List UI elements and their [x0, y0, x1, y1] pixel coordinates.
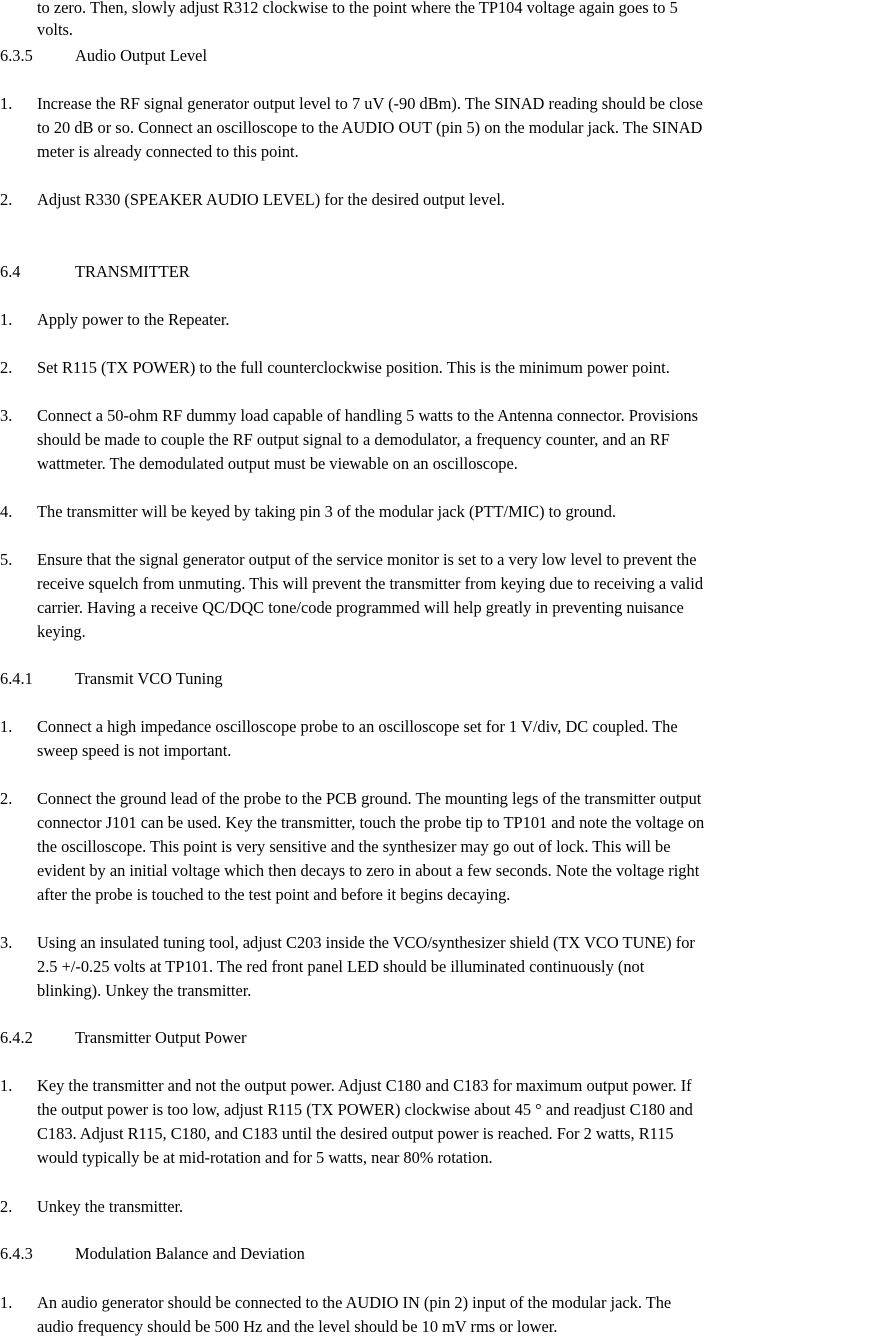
list-item: [37, 548, 703, 644]
item-number: 2.: [0, 1197, 13, 1216]
item-line: evident by an initial voltage which then decays to zero in about a few seconds. Note the voltage right: [37, 861, 700, 880]
item-line: Ensure that the signal generator output of the service monitor is set to a very low level to prevent the: [37, 550, 697, 569]
list-item: [37, 92, 703, 164]
section-number: 6.4: [0, 262, 21, 281]
section-number: 6.4.2: [0, 1028, 33, 1047]
item-number: 1.: [0, 1293, 13, 1312]
list-item: [37, 715, 678, 763]
item-line: the output power is too low, adjust R115 (TX POWER) clockwise about 45 ° and readjust C180 and: [37, 1100, 693, 1119]
item-line: Increase the RF signal generator output level to 7 uV (-90 dBm). The SINAD reading should be close: [37, 94, 703, 113]
intro-line: volts.: [37, 20, 73, 39]
item-line: Connect a high impedance oscilloscope probe to an oscilloscope set for 1 V/div, DC coupled. The: [37, 717, 678, 736]
item-line: Adjust R330 (SPEAKER AUDIO LEVEL) for the desired output level.: [37, 190, 505, 209]
list-item: [37, 1074, 693, 1170]
intro-line: to zero. Then, slowly adjust R312 clockwise to the point where the TP104 voltage again goes to 5: [37, 0, 678, 17]
item-line: after the probe is touched to the test point and before it begins decaying.: [37, 885, 511, 904]
list-item: [37, 931, 695, 1003]
section-title: Modulation Balance and Deviation: [75, 1244, 305, 1263]
item-line: audio frequency should be 500 Hz and the level should be 10 mV rms or lower.: [37, 1317, 558, 1336]
list-item: [37, 356, 670, 380]
item-number: 1.: [0, 310, 13, 329]
item-line: The transmitter will be keyed by taking pin 3 of the modular jack (PTT/MIC) to ground.: [37, 502, 617, 521]
item-line: Set R115 (TX POWER) to the full counterclockwise position. This is the minimum power point.: [37, 358, 670, 377]
item-number: 1.: [0, 717, 13, 736]
item-number: 3.: [0, 933, 13, 952]
item-line: keying.: [37, 622, 86, 641]
item-line: wattmeter. The demodulated output must be viewable on an oscilloscope.: [37, 454, 518, 473]
item-line: the oscilloscope. This point is very sensitive and the synthesizer may go out of lock. This will be: [37, 837, 671, 856]
section-title: Transmitter Output Power: [75, 1028, 247, 1047]
section-number: 6.4.3: [0, 1244, 33, 1263]
item-number: 2.: [0, 358, 13, 377]
item-line: meter is already connected to this point.: [37, 142, 299, 161]
list-item: [37, 188, 505, 212]
item-line: Key the transmitter and not the output power. Adjust C180 and C183 for maximum output power. If: [37, 1076, 692, 1095]
list-item: [37, 404, 698, 476]
section-title: Audio Output Level: [75, 46, 208, 65]
section-number: 6.3.5: [0, 46, 33, 65]
item-line: An audio generator should be connected to the AUDIO IN (pin 2) input of the modular jack. The: [37, 1293, 672, 1312]
item-number: 2.: [0, 190, 13, 209]
item-line: carrier. Having a receive QC/DQC tone/code programmed will help greatly in preventing nuisance: [37, 598, 684, 617]
item-line: connector J101 can be used. Key the transmitter, touch the probe tip to TP101 and note the voltage on: [37, 813, 705, 832]
item-line: 2.5 +/-0.25 volts at TP101. The red front panel LED should be illuminated continuously (not: [37, 957, 645, 976]
item-line: Unkey the transmitter.: [37, 1197, 184, 1216]
item-line: sweep speed is not important.: [37, 741, 232, 760]
item-line: would typically be at mid-rotation and for 5 watts, near 80% rotation.: [37, 1148, 493, 1167]
list-item: [37, 1195, 183, 1219]
list-item: [37, 308, 230, 332]
section-title: Transmit VCO Tuning: [75, 669, 223, 688]
item-number: 5.: [0, 550, 13, 569]
list-item: [37, 787, 704, 907]
item-number: 2.: [0, 789, 13, 808]
item-line: Apply power to the Repeater.: [37, 310, 230, 329]
item-number: 1.: [0, 1076, 13, 1095]
item-line: should be made to couple the RF output signal to a demodulator, a frequency counter, and an RF: [37, 430, 670, 449]
list-item: [37, 1291, 671, 1339]
item-number: 4.: [0, 502, 13, 521]
list-item: [37, 500, 616, 524]
item-number: 3.: [0, 406, 13, 425]
item-line: Connect the ground lead of the probe to the PCB ground. The mounting legs of the transmitter output: [37, 789, 702, 808]
item-line: Connect a 50-ohm RF dummy load capable of handling 5 watts to the Antenna connector. Provisions: [37, 406, 698, 425]
item-line: blinking). Unkey the transmitter.: [37, 981, 252, 1000]
item-line: C183. Adjust R115, C180, and C183 until the desired output power is reached. For 2 watts, R115: [37, 1124, 674, 1143]
item-number: 1.: [0, 94, 13, 113]
section-number: 6.4.1: [0, 669, 33, 688]
item-line: receive squelch from unmuting. This will prevent the transmitter from keying due to receiving a valid: [37, 574, 704, 593]
section-title: TRANSMITTER: [75, 262, 190, 281]
item-line: Using an insulated tuning tool, adjust C203 inside the VCO/synthesizer shield (TX VCO TUNE) for: [37, 933, 695, 952]
item-line: to 20 dB or so. Connect an oscilloscope to the AUDIO OUT (pin 5) on the modular jack. The SINAD: [37, 118, 703, 137]
